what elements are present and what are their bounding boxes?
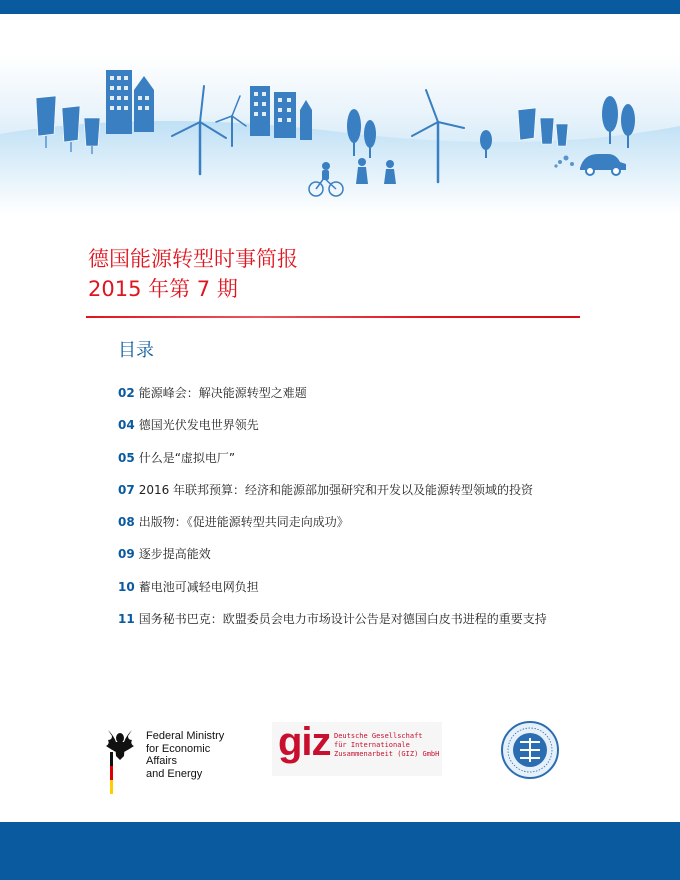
toc-item-text: 国务秘书巴克：欧盟委员会电力市场设计公告是对德国白皮书进程的重要支持 (138, 612, 547, 627)
toc-item-text: 2016 年联邦预算：经济和能源部加强研究和开发以及能源转型领域的投资 (138, 482, 534, 497)
title-block (88, 244, 298, 304)
toc-heading: 目录 (118, 340, 154, 361)
toc-item[interactable] (118, 447, 547, 479)
newsletter-title: 德国能源转型时事简报 (88, 247, 298, 271)
banner-illustration (0, 14, 680, 214)
bottom-bar (0, 822, 680, 880)
giz-name (334, 732, 439, 759)
giz-logo (272, 722, 442, 776)
federal-eagle-icon (100, 722, 140, 794)
toc-item-text: 能源峰会：解决能源转型之难题 (138, 386, 307, 400)
toc-item-text: 出版物：《促进能源转型共同走向成功》 (138, 515, 349, 530)
giz-line: Deutsche Gesellschaft (334, 732, 423, 740)
bmwi-logo (100, 722, 240, 794)
toc-item[interactable] (118, 382, 547, 414)
toc-item[interactable] (118, 511, 547, 543)
toc-page-number: 10 (118, 579, 135, 594)
issue-number: 2015 年第 7 期 (88, 277, 238, 301)
giz-line: Zusammenarbeit (GIZ) GmbH (334, 750, 440, 758)
toc-item[interactable] (118, 608, 547, 640)
toc-page-number: 08 (118, 515, 135, 530)
toc-page-number: 05 (118, 450, 135, 465)
toc-item-text: 蓄电池可减轻电网负担 (138, 579, 259, 594)
giz-line: für Internationale (334, 741, 410, 749)
toc-page-number: 04 (118, 418, 135, 433)
energy-center-seal-icon (500, 720, 560, 780)
giz-mark: giz (278, 720, 331, 764)
toc-page-number: 09 (118, 547, 135, 562)
bmwi-line: for Economic Affairs (146, 742, 211, 767)
bmwi-name (146, 730, 240, 780)
toc-page-number: 02 (118, 386, 135, 400)
toc-item-text: 什么是“虚拟电厂” (138, 450, 236, 465)
toc-page-number: 07 (118, 482, 135, 497)
bmwi-line: and Energy (146, 767, 203, 780)
toc-item-text: 德国光伏发电世界领先 (138, 418, 259, 433)
toc-list (118, 382, 547, 640)
title-divider (86, 316, 580, 318)
toc-page-number: 11 (118, 612, 135, 627)
toc-item[interactable] (118, 543, 547, 575)
toc-item-text: 逐步提高能效 (138, 547, 211, 562)
toc-item[interactable] (118, 576, 547, 608)
bmwi-line: Federal Ministry (146, 730, 225, 742)
toc-item[interactable] (118, 479, 547, 511)
top-bar (0, 0, 680, 14)
toc-item[interactable] (118, 414, 547, 446)
